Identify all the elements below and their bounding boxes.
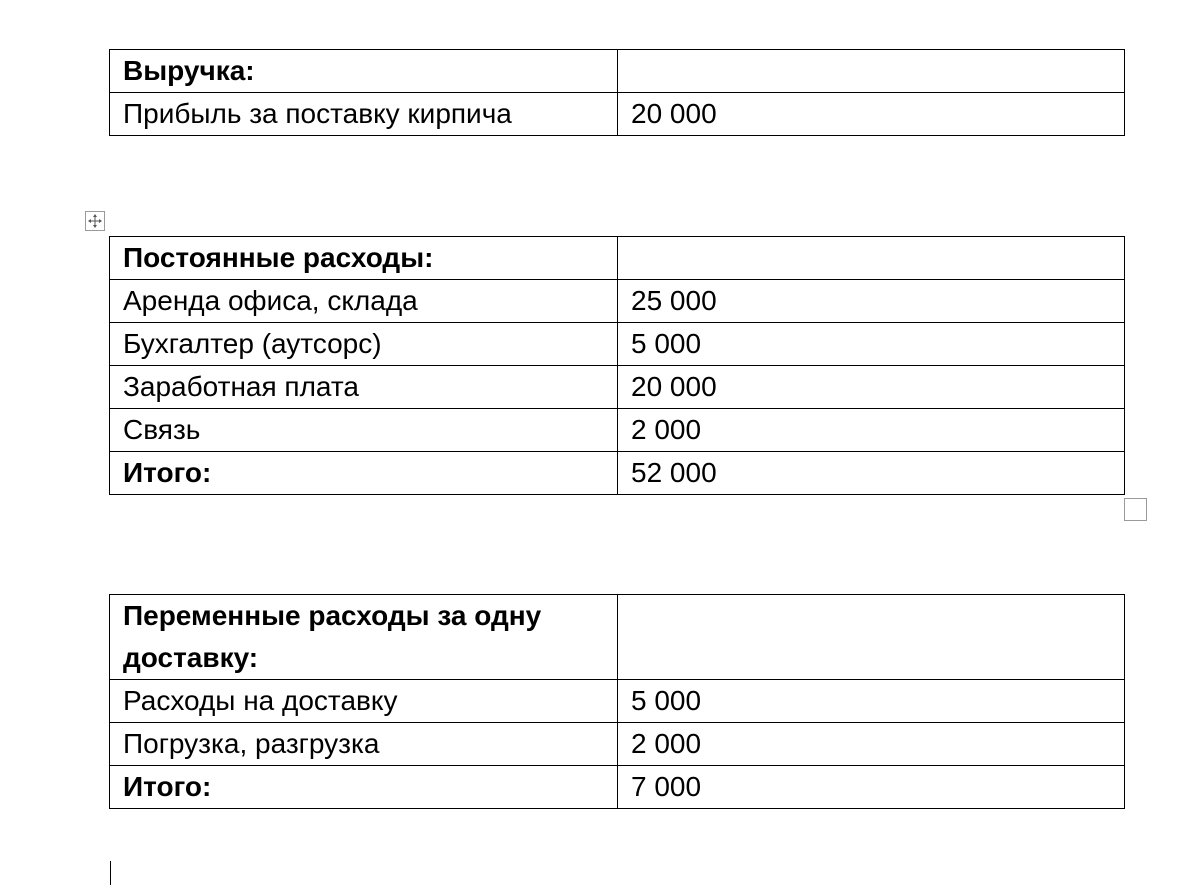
variable-costs-table[interactable] [109,594,1125,809]
table-row[interactable] [110,723,1125,766]
square-resize-icon[interactable] [1124,498,1147,521]
table-cell-label[interactable]: Выручка: [110,50,618,93]
table-cell-label[interactable]: Прибыль за поставку кирпича [110,93,618,136]
table-cell-label[interactable]: Расходы на доставку [110,680,618,723]
table-row[interactable] [110,680,1125,723]
table-cell-value[interactable]: 2 000 [618,409,1125,452]
four-arrows-move-icon [87,213,103,229]
table-cell-value[interactable] [618,237,1125,280]
revenue-table[interactable] [109,49,1125,136]
table-row[interactable] [110,366,1125,409]
table-row[interactable] [110,280,1125,323]
table-row[interactable] [110,323,1125,366]
table-row[interactable] [110,766,1125,809]
table-cell-value[interactable]: 5 000 [618,323,1125,366]
table-row[interactable] [110,93,1125,136]
table-row[interactable] [110,595,1125,680]
table-row[interactable] [110,409,1125,452]
table-cell-value[interactable] [618,595,1125,680]
table-cell-value[interactable]: 25 000 [618,280,1125,323]
table-cell-label[interactable]: Связь [110,409,618,452]
table-row[interactable] [110,452,1125,495]
table-cell-value[interactable]: 52 000 [618,452,1125,495]
table-cell-label[interactable]: Аренда офиса, склада [110,280,618,323]
table-cell-label[interactable]: Итого: [110,766,618,809]
table-cell-label[interactable]: Бухгалтер (аутсорс) [110,323,618,366]
table-cell-label[interactable]: Заработная плата [110,366,618,409]
table-cell-value[interactable]: 5 000 [618,680,1125,723]
table-cell-value[interactable]: 2 000 [618,723,1125,766]
table-cell-value[interactable]: 20 000 [618,93,1125,136]
table-cell-label[interactable]: Постоянные расходы: [110,237,618,280]
fixed-costs-table[interactable] [109,236,1125,495]
text-cursor [110,861,111,885]
table-cell-value[interactable] [618,50,1125,93]
table-cell-label[interactable]: Погрузка, разгрузка [110,723,618,766]
table-move-handle[interactable] [85,211,105,231]
table-cell-value[interactable]: 7 000 [618,766,1125,809]
table-row[interactable] [110,237,1125,280]
table-cell-label[interactable]: Итого: [110,452,618,495]
table-cell-label[interactable]: Переменные расходы за одну доставку: [110,595,618,680]
table-row[interactable] [110,50,1125,93]
table-cell-value[interactable]: 20 000 [618,366,1125,409]
